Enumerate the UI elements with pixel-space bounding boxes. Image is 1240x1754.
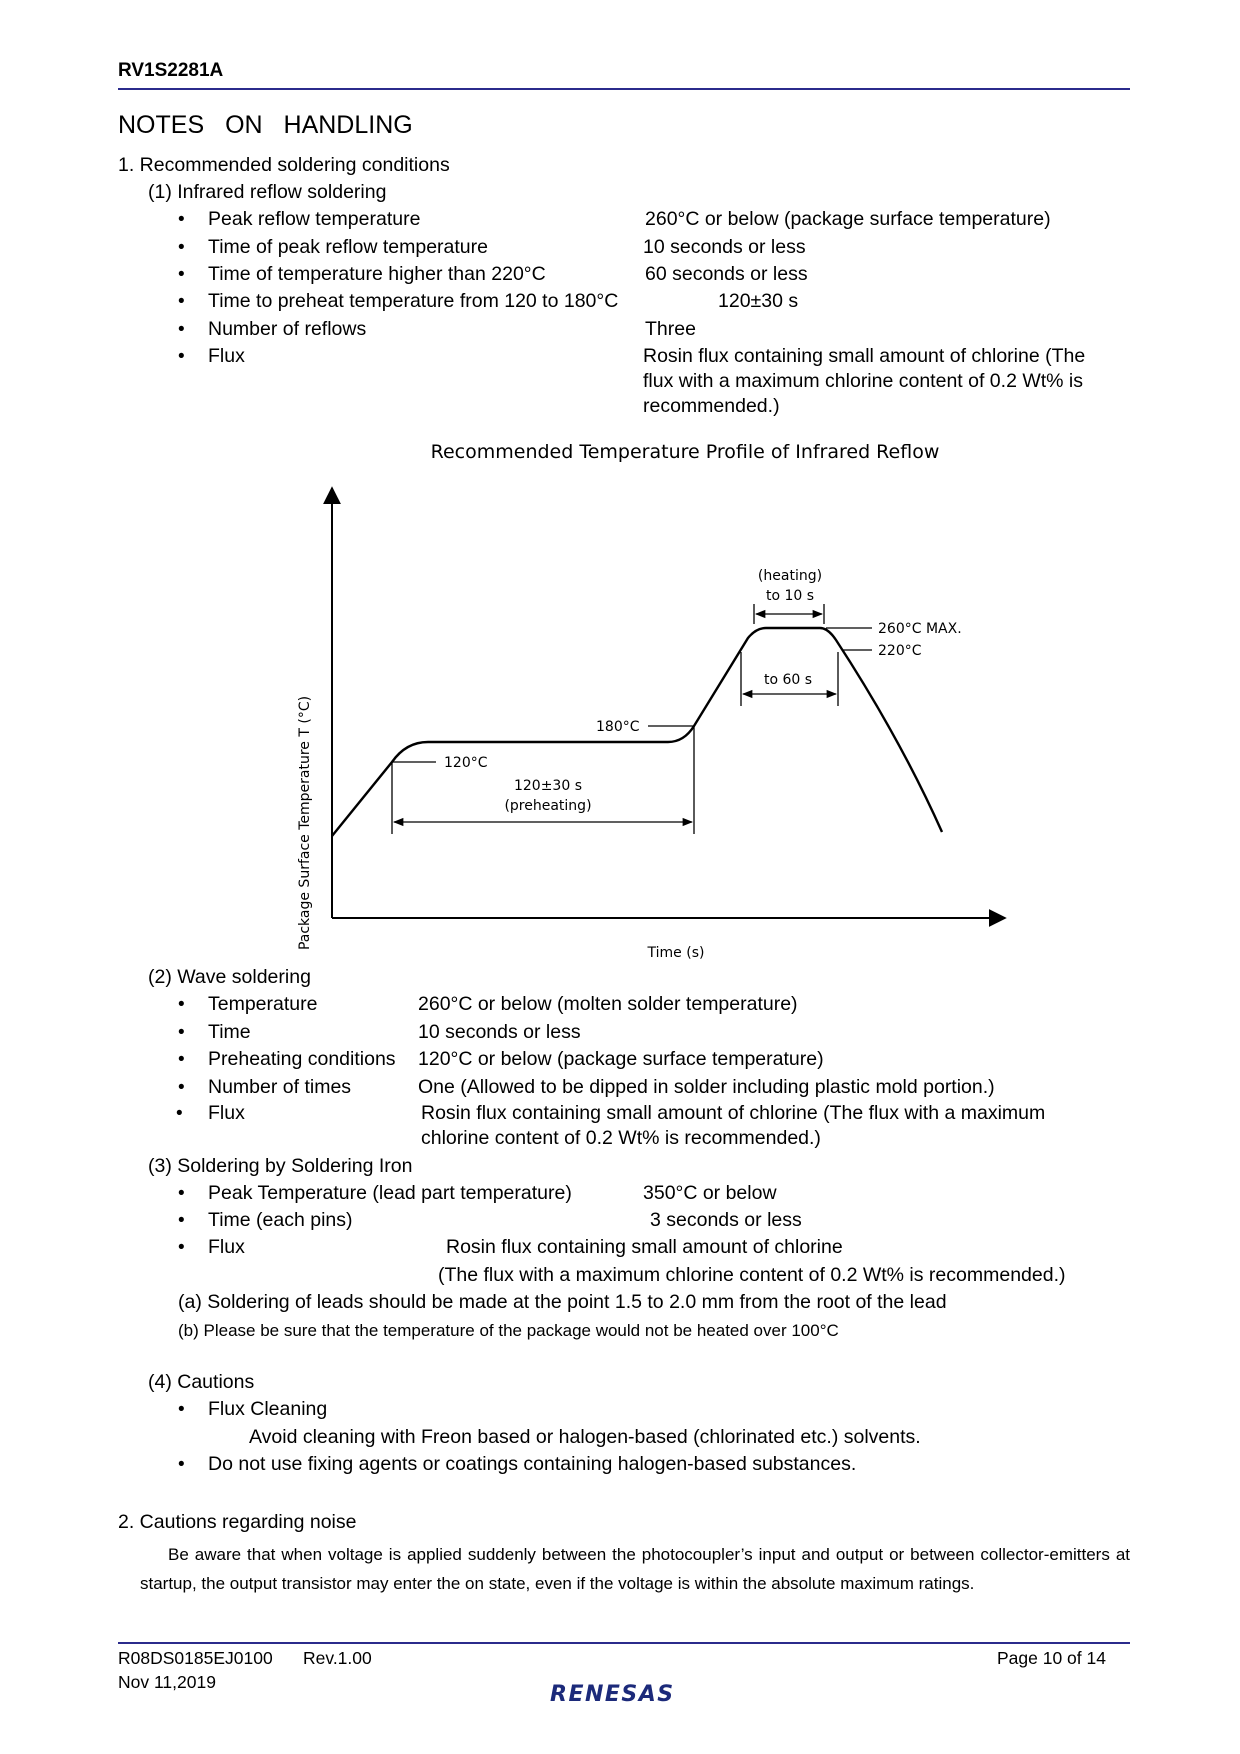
iron-label: Peak Temperature (lead part temperature) xyxy=(208,1182,572,1204)
renesas-logo xyxy=(548,1680,698,1706)
document-id: RV1S2281A xyxy=(118,60,224,81)
iron-note-a: (a) Soldering of leads should be made at the point 1.5 to 2.0 mm from the root of the lead xyxy=(178,1291,947,1313)
footer-rule xyxy=(118,1642,1130,1644)
section-2-heading: 2. Cautions regarding noise xyxy=(118,1511,357,1533)
bullet: • xyxy=(178,319,185,340)
wave-value: Rosin flux containing small amount of chlorine (The flux with a maximum xyxy=(421,1102,1046,1124)
footer-doc-number: R08DS0185EJ0100 xyxy=(118,1648,273,1668)
bullet: • xyxy=(178,1049,185,1070)
caution-detail: Avoid cleaning with Freon based or halogen-based (chlorinated etc.) solvents. xyxy=(249,1426,921,1448)
iron-label: Flux xyxy=(208,1236,245,1258)
iron-value: 350°C or below xyxy=(643,1182,777,1204)
wave-label: Number of times xyxy=(208,1076,352,1098)
iron-value: (The flux with a maximum chlorine content of 0.2 Wt% is recommended.) xyxy=(438,1264,1066,1286)
ir-value: recommended.) xyxy=(643,395,780,417)
label-to-60s: to 60 s xyxy=(763,672,813,688)
page-title: NOTES ON HANDLING xyxy=(118,111,413,139)
bullet: • xyxy=(178,1022,185,1043)
iron-value: 3 seconds or less xyxy=(650,1209,802,1231)
ir-label: Time to preheat temperature from 120 to 180°C xyxy=(208,290,619,312)
footer-page-number: Page 10 of 14 xyxy=(997,1648,1106,1668)
bullet: • xyxy=(178,1454,185,1475)
reflow-profile-chart xyxy=(0,420,1240,980)
wave-value: 10 seconds or less xyxy=(418,1021,581,1043)
bullet: • xyxy=(178,264,185,285)
iron-label: Time (each pins) xyxy=(208,1209,353,1231)
caution-item: Do not use fixing agents or coatings containing halogen-based substances. xyxy=(208,1453,857,1475)
wave-label: Preheating conditions xyxy=(208,1048,396,1070)
wave-value: 260°C or below (molten solder temperature) xyxy=(418,993,798,1015)
bullet: • xyxy=(178,1183,185,1204)
reflow-profile-svg xyxy=(0,420,1240,980)
label-heating-time: to 10 s xyxy=(765,588,815,604)
ir-heading: (1) Infrared reflow soldering xyxy=(148,181,387,203)
bullet: • xyxy=(178,1210,185,1231)
bullet: • xyxy=(178,209,185,230)
svg-text:RENESAS: RENESAS xyxy=(550,1682,675,1706)
noise-paragraph xyxy=(140,1540,1130,1598)
footer-revision: Rev.1.00 xyxy=(303,1648,372,1668)
label-260-max: 260°C MAX. xyxy=(878,621,962,637)
label-220: 220°C xyxy=(878,643,922,659)
wave-value: One (Allowed to be dipped in solder including plastic mold portion.) xyxy=(418,1076,995,1098)
bullet: • xyxy=(178,994,185,1015)
ir-label: Time of temperature higher than 220°C xyxy=(208,263,546,285)
ir-label: Peak reflow temperature xyxy=(208,208,421,230)
label-heating: (heating) xyxy=(757,568,823,584)
ir-value: 10 seconds or less xyxy=(643,236,806,258)
ir-value: 120±30 s xyxy=(718,290,799,312)
caution-item: Flux Cleaning xyxy=(208,1398,328,1420)
label-180: 180°C xyxy=(596,719,640,735)
bullet: • xyxy=(178,1237,185,1258)
footer-date: Nov 11,2019 xyxy=(118,1672,216,1692)
wave-value: 120°C or below (package surface temperature) xyxy=(418,1048,824,1070)
y-axis-label: Package Surface Temperature T (°C) xyxy=(297,695,313,951)
noise-paragraph-text: Be aware that when voltage is applied suddenly between the photocoupler’s input and output or between collector-emitters at startup, the output transistor may enter the on state, even if the voltage is within the absolute maximum ratings. xyxy=(140,1545,1130,1593)
wave-label: Time xyxy=(208,1021,251,1043)
bullet: • xyxy=(176,1103,183,1124)
ir-label: Time of peak reflow temperature xyxy=(208,236,488,258)
iron-value: Rosin flux containing small amount of chlorine xyxy=(446,1236,843,1258)
wave-heading: (2) Wave soldering xyxy=(148,966,311,988)
ir-label: Flux xyxy=(208,345,245,367)
x-axis-label: Time (s) xyxy=(647,945,705,961)
bullet: • xyxy=(178,1077,185,1098)
bullet: • xyxy=(178,1399,185,1420)
bullet: • xyxy=(178,237,185,258)
wave-label: Temperature xyxy=(208,993,318,1015)
bullet: • xyxy=(178,291,185,312)
iron-note-b: (b) Please be sure that the temperature of the package would not be heated over 100°C xyxy=(178,1321,839,1340)
ir-value: 260°C or below (package surface temperature) xyxy=(645,208,1051,230)
label-preheat-time: 120±30 s xyxy=(513,778,583,794)
label-120: 120°C xyxy=(444,755,488,771)
ir-label: Number of reflows xyxy=(208,318,367,340)
cautions-heading: (4) Cautions xyxy=(148,1371,255,1393)
iron-heading: (3) Soldering by Soldering Iron xyxy=(148,1155,413,1177)
ir-value: flux with a maximum chlorine content of 0.2 Wt% is xyxy=(643,370,1083,392)
chart-title: Recommended Temperature Profile of Infrared Reflow xyxy=(430,441,940,463)
ir-value: Rosin flux containing small amount of chlorine (The xyxy=(643,345,1086,367)
wave-label: Flux xyxy=(208,1102,245,1124)
ir-value: 60 seconds or less xyxy=(645,263,808,285)
bullet: • xyxy=(178,346,185,367)
label-preheat: (preheating) xyxy=(504,798,592,814)
section-1-heading: 1. Recommended soldering conditions xyxy=(118,154,450,176)
ir-value: Three xyxy=(645,318,696,340)
wave-value: chlorine content of 0.2 Wt% is recommended.) xyxy=(421,1127,821,1149)
header-rule xyxy=(118,88,1130,90)
